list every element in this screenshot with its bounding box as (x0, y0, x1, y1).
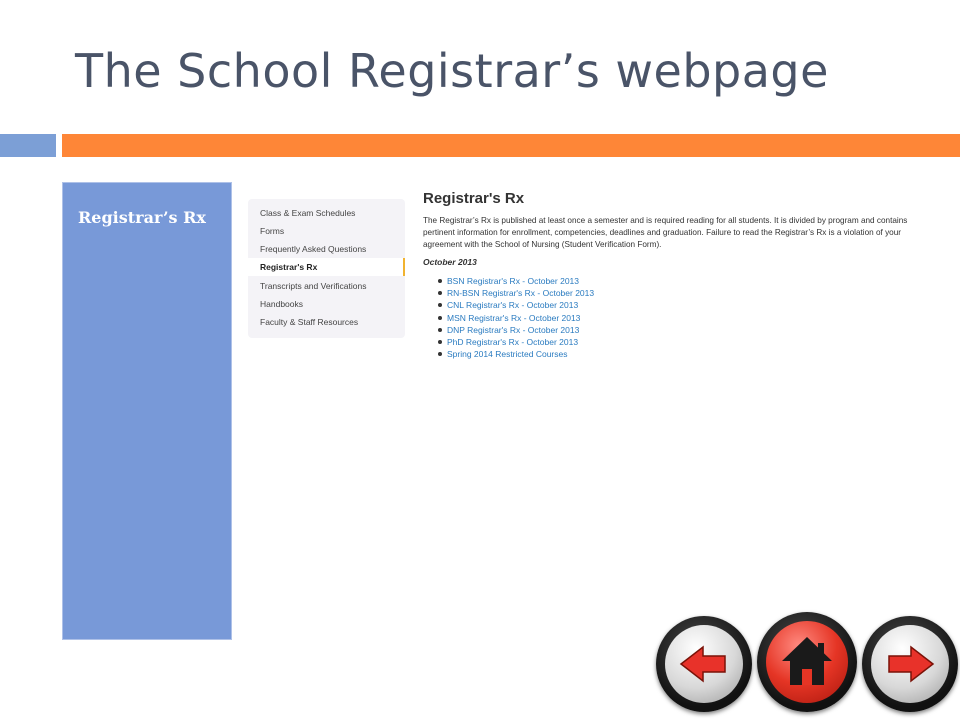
side-nav-item-registrars-rx[interactable]: Registrar's Rx (248, 258, 405, 276)
rx-link-dnp[interactable]: DNP Registrar's Rx - October 2013 (447, 324, 580, 335)
list-item (423, 348, 923, 360)
side-nav-item-faq[interactable]: Frequently Asked Questions (260, 244, 367, 254)
arrow-right-icon (871, 625, 949, 703)
content-subheading: October 2013 (423, 257, 477, 267)
bullet-icon (438, 316, 442, 320)
side-nav-item-class-exam-schedules[interactable]: Class & Exam Schedules (260, 208, 356, 218)
side-nav-item-handbooks[interactable]: Handbooks (260, 299, 304, 309)
title-band-blue (0, 134, 56, 157)
title-band-orange (62, 134, 960, 157)
list-item (423, 312, 923, 324)
rx-link-msn[interactable]: MSN Registrar's Rx - October 2013 (447, 312, 581, 323)
left-panel (62, 182, 232, 640)
side-nav-item-forms[interactable]: Forms (260, 226, 285, 236)
side-nav (248, 199, 405, 338)
rx-link-list (423, 275, 923, 360)
content-heading: Registrar's Rx (423, 190, 525, 207)
bullet-icon (438, 340, 442, 344)
list-item (423, 336, 923, 348)
left-panel-label: Registrar’s Rx (78, 208, 206, 227)
rx-link-cnl[interactable]: CNL Registrar's Rx - October 2013 (447, 300, 579, 311)
home-button[interactable] (757, 612, 857, 712)
rx-link-spring-2014[interactable]: Spring 2014 Restricted Courses (447, 349, 568, 360)
side-nav-item-faculty-staff[interactable]: Faculty & Staff Resources (260, 317, 359, 327)
home-button-face (766, 621, 848, 703)
house-icon (766, 621, 848, 703)
content-area (423, 190, 923, 360)
slide-title: The School Registrar’s webpage (75, 44, 829, 98)
side-nav-item-transcripts[interactable]: Transcripts and Verifications (260, 281, 367, 291)
previous-button-face (665, 625, 743, 703)
list-item (423, 299, 923, 311)
list-item (423, 287, 923, 299)
rx-link-rn-bsn[interactable]: RN-BSN Registrar's Rx - October 2013 (447, 288, 595, 299)
list-item (423, 324, 923, 336)
rx-link-phd[interactable]: PhD Registrar's Rx - October 2013 (447, 337, 579, 348)
arrow-left-icon (665, 625, 743, 703)
bullet-icon (438, 328, 442, 332)
next-button[interactable] (862, 616, 958, 712)
next-button-face (871, 625, 949, 703)
bullet-icon (438, 279, 442, 283)
previous-button[interactable] (656, 616, 752, 712)
content-paragraph: The Registrar’s Rx is published at least once a semester and is required reading for all students. It is divided by program and contains pertinent information for enrollment, competencies, deadlines and graduation. Failure to read the Registrar’s Rx is a violation of your agreement with the School of Nursing (Student Verification Form). (423, 216, 908, 249)
bullet-icon (438, 303, 442, 307)
rx-link-bsn[interactable]: BSN Registrar's Rx - October 2013 (447, 276, 580, 286)
bullet-icon (438, 352, 442, 356)
bullet-icon (438, 291, 442, 295)
list-item (423, 275, 923, 287)
